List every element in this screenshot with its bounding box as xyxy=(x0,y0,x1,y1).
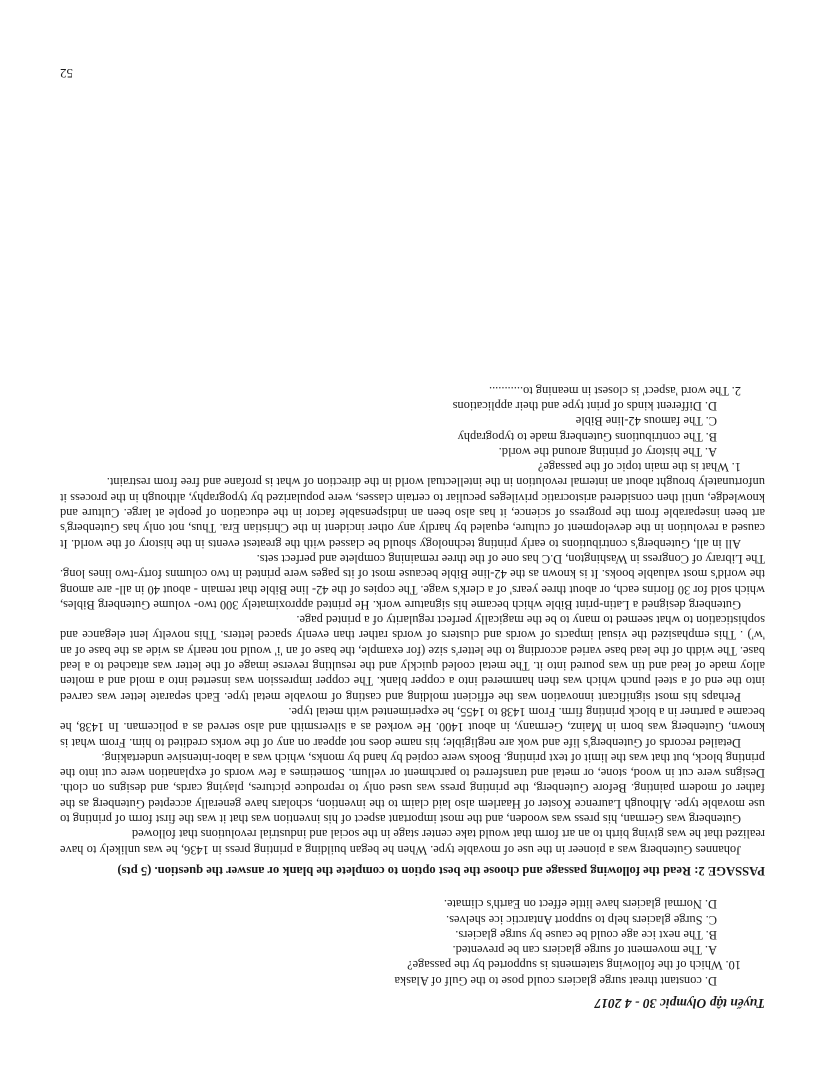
passage-paragraph-6: All in all, Gutenberg's contributions to early printing technology should be classed with the greatest events in the history of the world. It caused a revolution in the development of culture, equaled by hardly any other incident in the Christian Era. Thus, not only has Gutenberg's art been inseparable from the progress of science, it has also been an indispensable factor in the education of people at large. Culture and knowledge, until then considered aristocratic privileges peculiar to certain classes, were popularized by typography, although in the process it unfortunately brought about an internal revolution in the intellectual world in the direction of what is profane and free from restraint. xyxy=(60,475,765,551)
question-2: 2. The word 'aspect' is closest in meaning to........... xyxy=(488,383,741,398)
q1-option-a: A. The history of printing around the world. xyxy=(498,444,717,459)
passage-paragraph-4: Perhaps his most significant innovation was the efficient molding and casting of movable metal type. Each separate letter was carved into the end of a steel punch which was then hammered into a copper blank. The copper impression was inserted into a mold and a molten alloy made of lead and tin was poured into it. The metal cooled quickly and the resulting reverse image of the letter was attached to a lead base. The width of the lead base varied according to the letter's size (for example, the base of an 'i' would not nearly as wide as the base of an 'w') . This emphasized the visual impacts of words and clusters of words rather than evenly spaced letters. This novelty lent elegance and sophistication to what seemed to many to be the magically perfect regularity of a printed page. xyxy=(60,613,765,704)
option-d-prev: D. constant threat surge glaciers could pose to the Gulf of Alaska xyxy=(394,973,717,988)
page-content xyxy=(60,382,765,1011)
q10-option-d: D. Normal glaciers have little effect on Earth's climate. xyxy=(443,897,717,912)
q10-option-c: C. Surge glaciers help to support Antarctic ice shelves. xyxy=(446,912,717,927)
passage-paragraph-5: Gutenberg designed a Latin-print Bible which became his signature work. He printed approximately 300 two- volume Gutenberg Bibles, which sold for 30 florins each, or about three years' of a clerk's wage. The copies of the 42- line Bible that remain - about 40 in all- are among the world's most valuable books. It is known as the 42-line Bible because most of its pages were printed in two columns forty-two lines long. The Library of Congress in Washington, D.C has one of the three remaining complete and perfect sets. xyxy=(60,551,765,612)
page-number: 52 xyxy=(60,66,73,81)
q1-option-d: D. Different kinds of print type and their applications xyxy=(452,399,717,414)
passage-paragraph-3: Detailed records of Gutenberg's life and wok are negligible; his name does not appear on any of the works credited to him. From what is known, Gutenberg was born in Mainz, Germany, in about 1400. He worked as a silversmith and also served as a policeman. In 1438, he became a partner in a block printing firm. From 1438 to 1455, he experimented with metal type. xyxy=(60,704,765,750)
q10-option-b: B. The next ice age could be cause by surge glaciers. xyxy=(455,927,717,942)
q1-option-c: C. The famous 42-line Bible xyxy=(575,414,717,429)
passage-2-title: PASSAGE 2: Read the following passage and choose the best option to complete the blank or answer the question. (5 pts) xyxy=(117,863,765,878)
passage-paragraph-1: Johannes Gutenberg was a pioneer in the use of movable type. When he began building a printing press in 1436, he was unlikely to have realized that he was giving birth to an art form that would take center stage in the social and industrial revolutions that followed xyxy=(60,827,765,857)
question-1-block xyxy=(60,382,741,474)
question-1: 1. What is the main topic of the passage? xyxy=(537,460,741,475)
question-10: 10. Which of the following statements is supported by the passage? xyxy=(407,958,741,973)
previous-question-block xyxy=(60,896,741,988)
q10-option-a: A. The movement of surge glaciers can be prevented. xyxy=(452,943,717,958)
page-header: Tuyển tập Olympic 30 - 4 2017 xyxy=(594,996,765,1011)
passage-paragraph-2: Gutenberg was German, his press was wooden, and the most important aspect of his invention was that it was the first form of printing to use movable type. Although Laurence Koster of Haarlem also laid claim to the invention, scholars have generally accepted Gutenberg as the father of modern painting. Before Gutenberg, the printing press was used only to reproduce pictures, playing cards, and designs on cloth. Designs were cut in wood, stone, or metal and transferred to parchment or vellum. Sometimes a few words of explanation were cut into the printing block, but that was the limit of text printing. Books were copied by hand by monks, which was a labor-intensive undertaking. xyxy=(60,750,765,827)
q1-option-b: B. The contributions Gutenberg made to typography xyxy=(457,429,717,444)
